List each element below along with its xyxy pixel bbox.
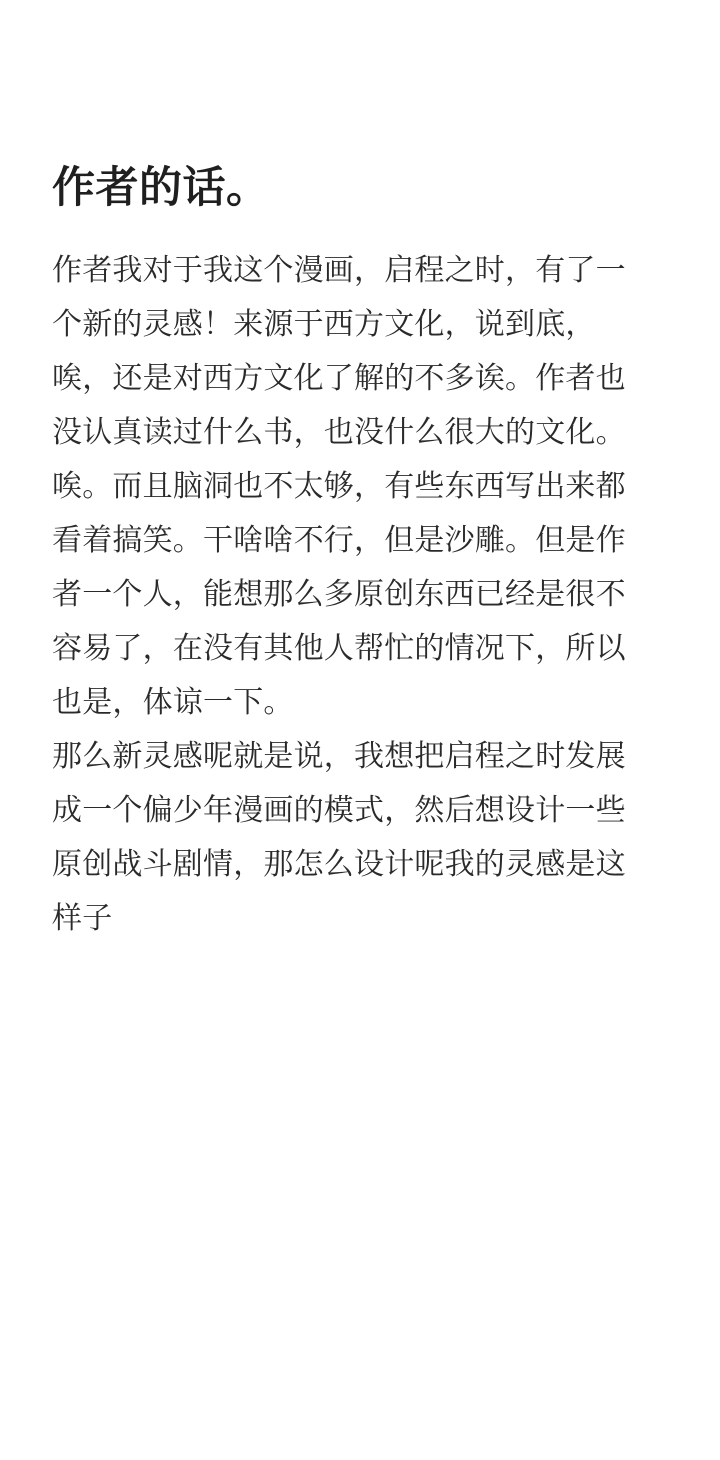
article-title: 作者的话。 (52, 163, 270, 213)
article-body-line: 原创战斗剧情，那怎么设计呢我的灵感是这 (52, 847, 626, 882)
article-body-line: 唉。而且脑洞也不太够，有些东西写出来都 (52, 469, 626, 504)
article-body (52, 244, 668, 946)
article-body-line: 没认真读过什么书，也没什么很大的文化。 (52, 415, 626, 450)
article-body-line: 那么新灵感呢就是说，我想把启程之时发展 (52, 739, 626, 774)
article-body-line: 唉，还是对西方文化了解的不多诶。作者也 (52, 361, 626, 396)
article-body-line: 成一个偏少年漫画的模式，然后想设计一些 (52, 793, 626, 828)
article-body-line: 样子 (52, 901, 113, 936)
article-body-line: 看着搞笑。干啥啥不行，但是沙雕。但是作 (52, 523, 626, 558)
article-body-line: 个新的灵感！来源于西方文化，说到底， (52, 307, 596, 342)
article-body-line: 容易了，在没有其他人帮忙的情况下，所以 (52, 631, 626, 666)
article-body-line: 作者我对于我这个漫画，启程之时，有了一 (52, 253, 626, 288)
article-body-line: 也是，体谅一下。 (52, 685, 294, 720)
article-body-line: 者一个人，能想那么多原创东西已经是很不 (52, 577, 626, 612)
